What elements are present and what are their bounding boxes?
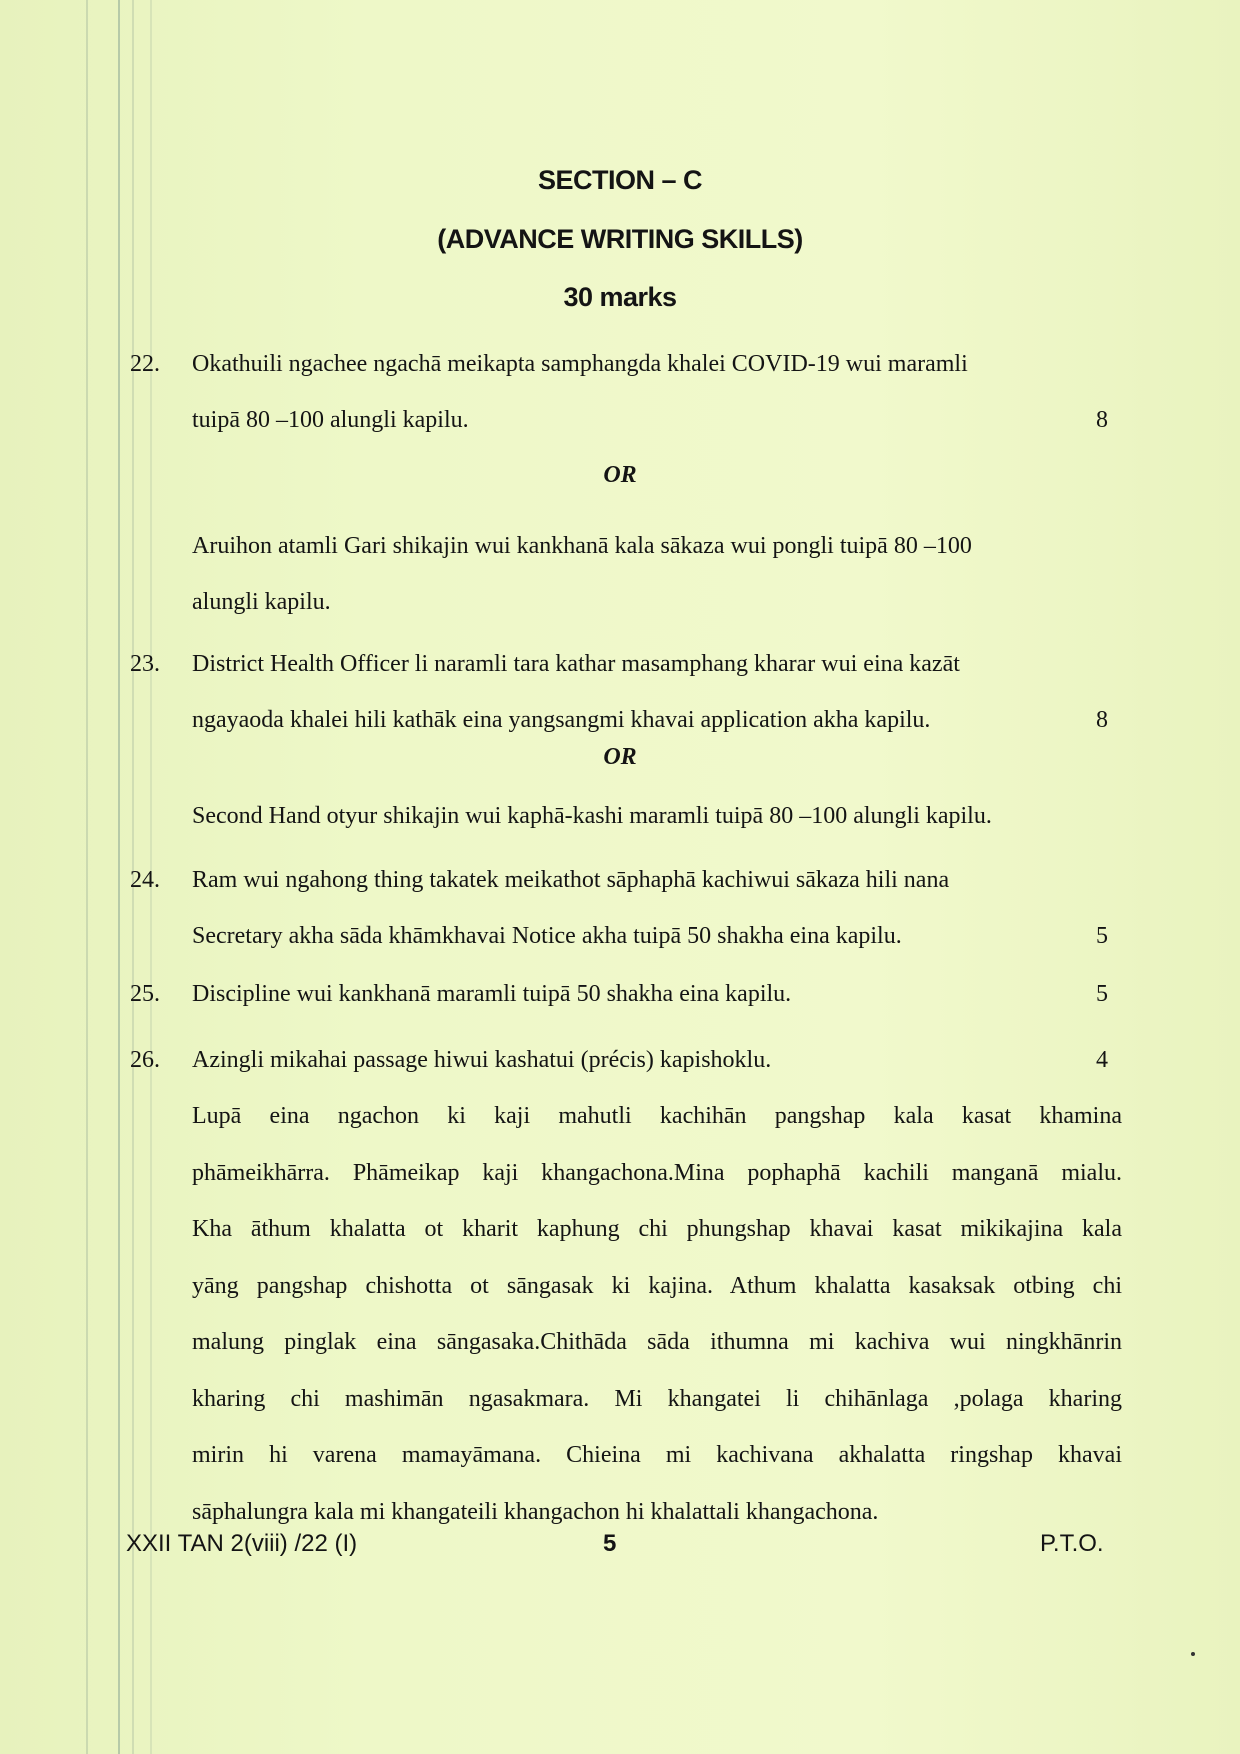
question-text xyxy=(192,966,1112,1022)
question-number: 25. xyxy=(130,981,160,1007)
or-label: OR xyxy=(603,462,637,488)
section-marks: 30 marks xyxy=(563,282,677,312)
question-marks: 8 xyxy=(1096,407,1108,433)
scan-line xyxy=(118,0,120,1754)
question-marks: 4 xyxy=(1096,1047,1108,1073)
question-line: Second Hand otyur shikajin wui kaphā-kashi maramli tuipā 80 –100 alungli kapilu. xyxy=(192,803,992,829)
question-24 xyxy=(130,852,1130,964)
passage-line: Lupā eina ngachon ki kaji mahutli kachihān pangshap kala kasat khamina xyxy=(192,1103,1122,1129)
ink-speck xyxy=(1191,1652,1195,1656)
scan-line xyxy=(86,0,88,1754)
paper-code: XXII TAN 2(viii) /22 (I) xyxy=(126,1530,358,1557)
question-marks: 5 xyxy=(1096,923,1108,949)
question-line: Ram wui ngahong thing takatek meikathot sāphaphā kachiwui sākaza hili nana xyxy=(192,867,950,893)
question-number: 26. xyxy=(130,1047,160,1073)
or-label: OR xyxy=(603,744,637,770)
question-text xyxy=(192,636,1112,748)
please-turn-over: P.T.O. xyxy=(1040,1530,1104,1557)
passage-line: Kha āthum khalatta ot kharit kaphung chi phungshap khavai kasat mikikajina kala xyxy=(192,1216,1122,1242)
question-23 xyxy=(130,636,1130,748)
page-number: 5 xyxy=(603,1530,617,1557)
question-text xyxy=(192,336,1112,448)
question-number: 22. xyxy=(130,351,160,377)
question-text xyxy=(192,1032,1112,1088)
precis-passage xyxy=(192,1088,1122,1540)
question-number: 23. xyxy=(130,651,160,677)
question-line: ngayaoda khalei hili kathāk eina yangsangmi khavai application akha kapilu. xyxy=(192,707,931,733)
section-title: SECTION – C xyxy=(537,165,703,195)
passage-line: kharing chi mashimān ngasakmara. Mi khangatei li chihānlaga ,polaga kharing xyxy=(192,1385,1122,1412)
question-line: Discipline wui kankhanā maramli tuipā 50 shakha eina kapilu. xyxy=(192,981,792,1007)
question-line: Aruihon atamli Gari shikajin wui kankhanā kala sākaza wui pongli tuipā 80 –100 xyxy=(192,533,972,559)
section-subtitle: (ADVANCE WRITING SKILLS) xyxy=(437,224,803,254)
question-line: alungli kapilu. xyxy=(192,589,331,615)
question-number: 24. xyxy=(130,867,160,893)
passage-line: malung pinglak eina sāngasaka.Chithāda sāda ithumna mi kachiva wui ningkhānrin xyxy=(192,1329,1122,1355)
question-marks: 5 xyxy=(1096,981,1108,1007)
alternative-question-22 xyxy=(192,518,1132,630)
passage-line: sāphalungra kala mi khangateili khangachon hi khalattali khangachona. xyxy=(192,1498,879,1525)
question-line: Secretary akha sāda khāmkhavai Notice akha tuipā 50 shakha eina kapilu. xyxy=(192,923,902,949)
question-line: Okathuili ngachee ngachā meikapta samphangda khalei COVID-19 wui maramli xyxy=(192,351,968,377)
question-text xyxy=(192,852,1112,964)
question-line: Azingli mikahai passage hiwui kashatui (précis) kapishoklu. xyxy=(192,1047,772,1073)
question-line: District Health Officer li naramli tara kathar masamphang kharar wui eina kazāt xyxy=(192,651,960,677)
passage-line: mirin hi varena mamayāmana. Chieina mi kachivana akhalatta ringshap khavai xyxy=(192,1442,1122,1468)
question-25 xyxy=(130,966,1130,1022)
alternative-question-23 xyxy=(192,788,1132,844)
passage-line: yāng pangshap chishotta ot sāngasak ki kajina. Athum khalatta kasaksak otbing chi xyxy=(192,1272,1122,1299)
question-marks: 8 xyxy=(1096,707,1108,733)
question-22 xyxy=(130,336,1130,448)
passage-line: phāmeikhārra. Phāmeikap kaji khangachona.Mina pophaphā kachili manganā mialu. xyxy=(192,1159,1122,1186)
question-line: tuipā 80 –100 alungli kapilu. xyxy=(192,407,469,433)
question-26 xyxy=(130,1032,1130,1088)
